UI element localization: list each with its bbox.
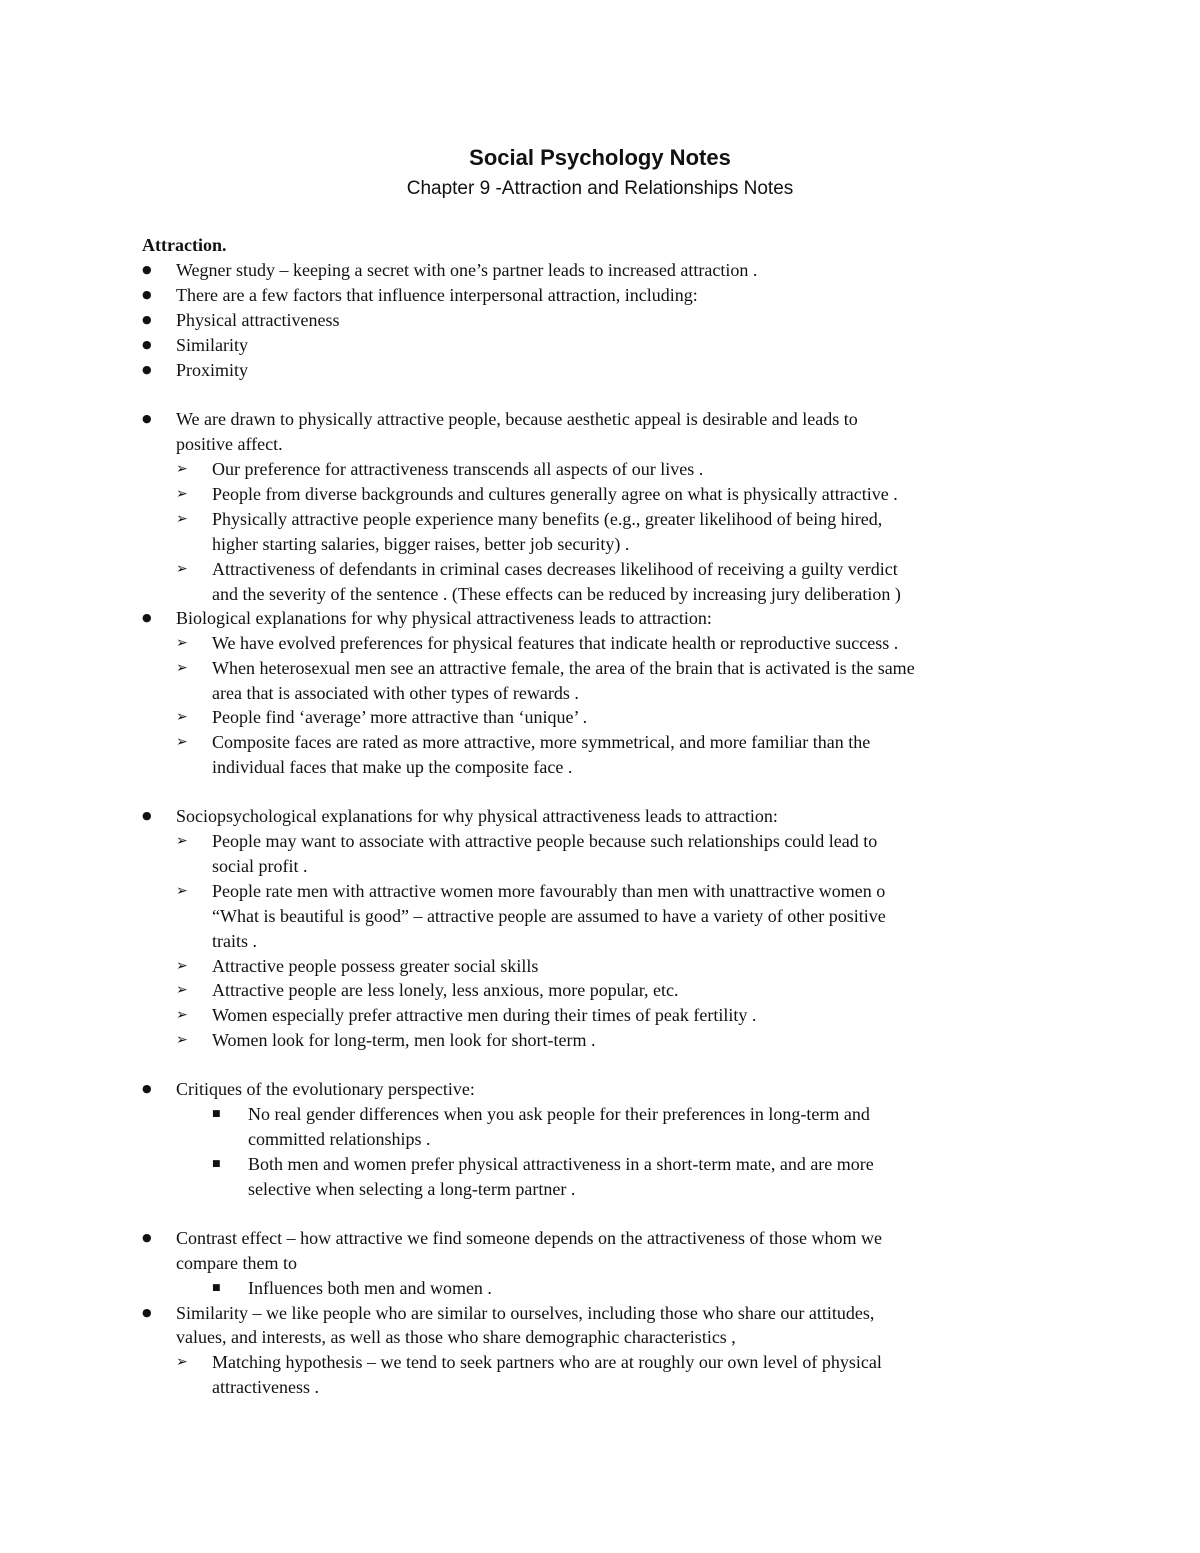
note-line: Sociopsychological explanations for why physical attractiveness leads to attraction:	[176, 806, 778, 826]
note-line: Physical attractiveness	[176, 310, 340, 330]
square-bullet-icon: ■	[212, 1109, 221, 1119]
bullet-icon: ●	[142, 1082, 152, 1095]
bullet-icon: ●	[142, 313, 152, 326]
note-line: “What is beautiful is good” – attractive people are assumed to have a variety of other positive	[212, 906, 886, 926]
note-line: Women look for long-term, men look for short-term .	[212, 1030, 596, 1050]
bullet-icon: ●	[142, 288, 152, 301]
square-bullet-icon: ■	[212, 1283, 221, 1293]
note-line: Matching hypothesis – we tend to seek partners who are at roughly our own level of physical	[212, 1352, 882, 1372]
bullet-icon: ●	[142, 263, 152, 276]
arrow-bullet-icon: ➢	[176, 709, 188, 725]
note-line: Attractiveness of defendants in criminal cases decreases likelihood of receiving a guilty verdict	[212, 559, 898, 579]
note-line: Both men and women prefer physical attractiveness in a short-term mate, and are more	[248, 1154, 874, 1174]
note-line: traits .	[212, 931, 257, 951]
note-line: We have evolved preferences for physical features that indicate health or reproductive success .	[212, 633, 899, 653]
arrow-bullet-icon: ➢	[176, 635, 188, 651]
note-line: committed relationships .	[248, 1129, 431, 1149]
note-line: People from diverse backgrounds and cultures generally agree on what is physically attractive .	[212, 484, 898, 504]
note-line: Biological explanations for why physical attractiveness leads to attraction:	[176, 608, 712, 628]
arrow-bullet-icon: ➢	[176, 461, 188, 477]
note-line: Critiques of the evolutionary perspective:	[176, 1079, 475, 1099]
note-line: People rate men with attractive women more favourably than men with unattractive women o	[212, 881, 886, 901]
note-line: attractiveness .	[212, 1377, 319, 1397]
note-line: Contrast effect – how attractive we find someone depends on the attractiveness of those whom we	[176, 1228, 882, 1248]
note-line: individual faces that make up the composite face .	[212, 757, 573, 777]
note-line: There are a few factors that influence interpersonal attraction, including:	[176, 285, 698, 305]
note-line: values, and interests, as well as those who share demographic characteristics ,	[176, 1327, 736, 1347]
note-line: area that is associated with other types of rewards .	[212, 683, 579, 703]
bullet-icon: ●	[142, 412, 152, 425]
arrow-bullet-icon: ➢	[176, 1007, 188, 1023]
arrow-bullet-icon: ➢	[176, 1032, 188, 1048]
note-line: Physically attractive people experience many benefits (e.g., greater likelihood of being hired,	[212, 509, 883, 529]
arrow-bullet-icon: ➢	[176, 833, 188, 849]
note-line: Wegner study – keeping a secret with one’s partner leads to increased attraction .	[176, 260, 758, 280]
arrow-bullet-icon: ➢	[176, 982, 188, 998]
bullet-icon: ●	[142, 809, 152, 822]
arrow-bullet-icon: ➢	[176, 734, 188, 750]
note-line: and the severity of the sentence . (These effects can be reduced by increasing jury deliberation )	[212, 584, 901, 604]
note-line: Composite faces are rated as more attractive, more symmetrical, and more familiar than the	[212, 732, 871, 752]
note-line: higher starting salaries, bigger raises, better job security) .	[212, 534, 630, 554]
note-line: People find ‘average’ more attractive than ‘unique’ .	[212, 707, 588, 727]
arrow-bullet-icon: ➢	[176, 883, 188, 899]
note-line: Attractive people are less lonely, less anxious, more popular, etc.	[212, 980, 679, 1000]
note-line: Similarity	[176, 335, 248, 355]
document-title: Social Psychology Notes	[469, 145, 731, 170]
arrow-bullet-icon: ➢	[176, 660, 188, 676]
note-line: When heterosexual men see an attractive female, the area of the brain that is activated is the same	[212, 658, 915, 678]
arrow-bullet-icon: ➢	[176, 511, 188, 527]
note-line: positive affect.	[176, 434, 283, 454]
bullet-icon: ●	[142, 1306, 152, 1319]
note-line: Proximity	[176, 360, 249, 380]
note-line: Attractive people possess greater social skills	[212, 956, 539, 976]
note-line: Influences both men and women .	[248, 1278, 492, 1298]
arrow-bullet-icon: ➢	[176, 486, 188, 502]
note-line: No real gender differences when you ask people for their preferences in long-term and	[248, 1104, 870, 1124]
document-subtitle: Chapter 9 -Attraction and Relationships Notes	[406, 178, 794, 199]
note-line: selective when selecting a long-term partner .	[248, 1179, 576, 1199]
arrow-bullet-icon: ➢	[176, 1354, 188, 1370]
note-line: Our preference for attractiveness transcends all aspects of our lives .	[212, 459, 704, 479]
note-line: Similarity – we like people who are similar to ourselves, including those who share our attitudes,	[176, 1303, 875, 1323]
section-heading: Attraction.	[142, 235, 227, 255]
note-line: People may want to associate with attractive people because such relationships could lead to	[212, 831, 878, 851]
bullet-icon: ●	[142, 363, 152, 376]
note-line: Women especially prefer attractive men during their times of peak fertility .	[212, 1005, 757, 1025]
note-line: compare them to	[176, 1253, 297, 1273]
arrow-bullet-icon: ➢	[176, 561, 188, 577]
arrow-bullet-icon: ➢	[176, 958, 188, 974]
note-line: We are drawn to physically attractive people, because aesthetic appeal is desirable and leads to	[176, 409, 858, 429]
bullet-icon: ●	[142, 611, 152, 624]
bullet-icon: ●	[142, 338, 152, 351]
square-bullet-icon: ■	[212, 1159, 221, 1169]
bullet-icon: ●	[142, 1231, 152, 1244]
note-line: social profit .	[212, 856, 308, 876]
